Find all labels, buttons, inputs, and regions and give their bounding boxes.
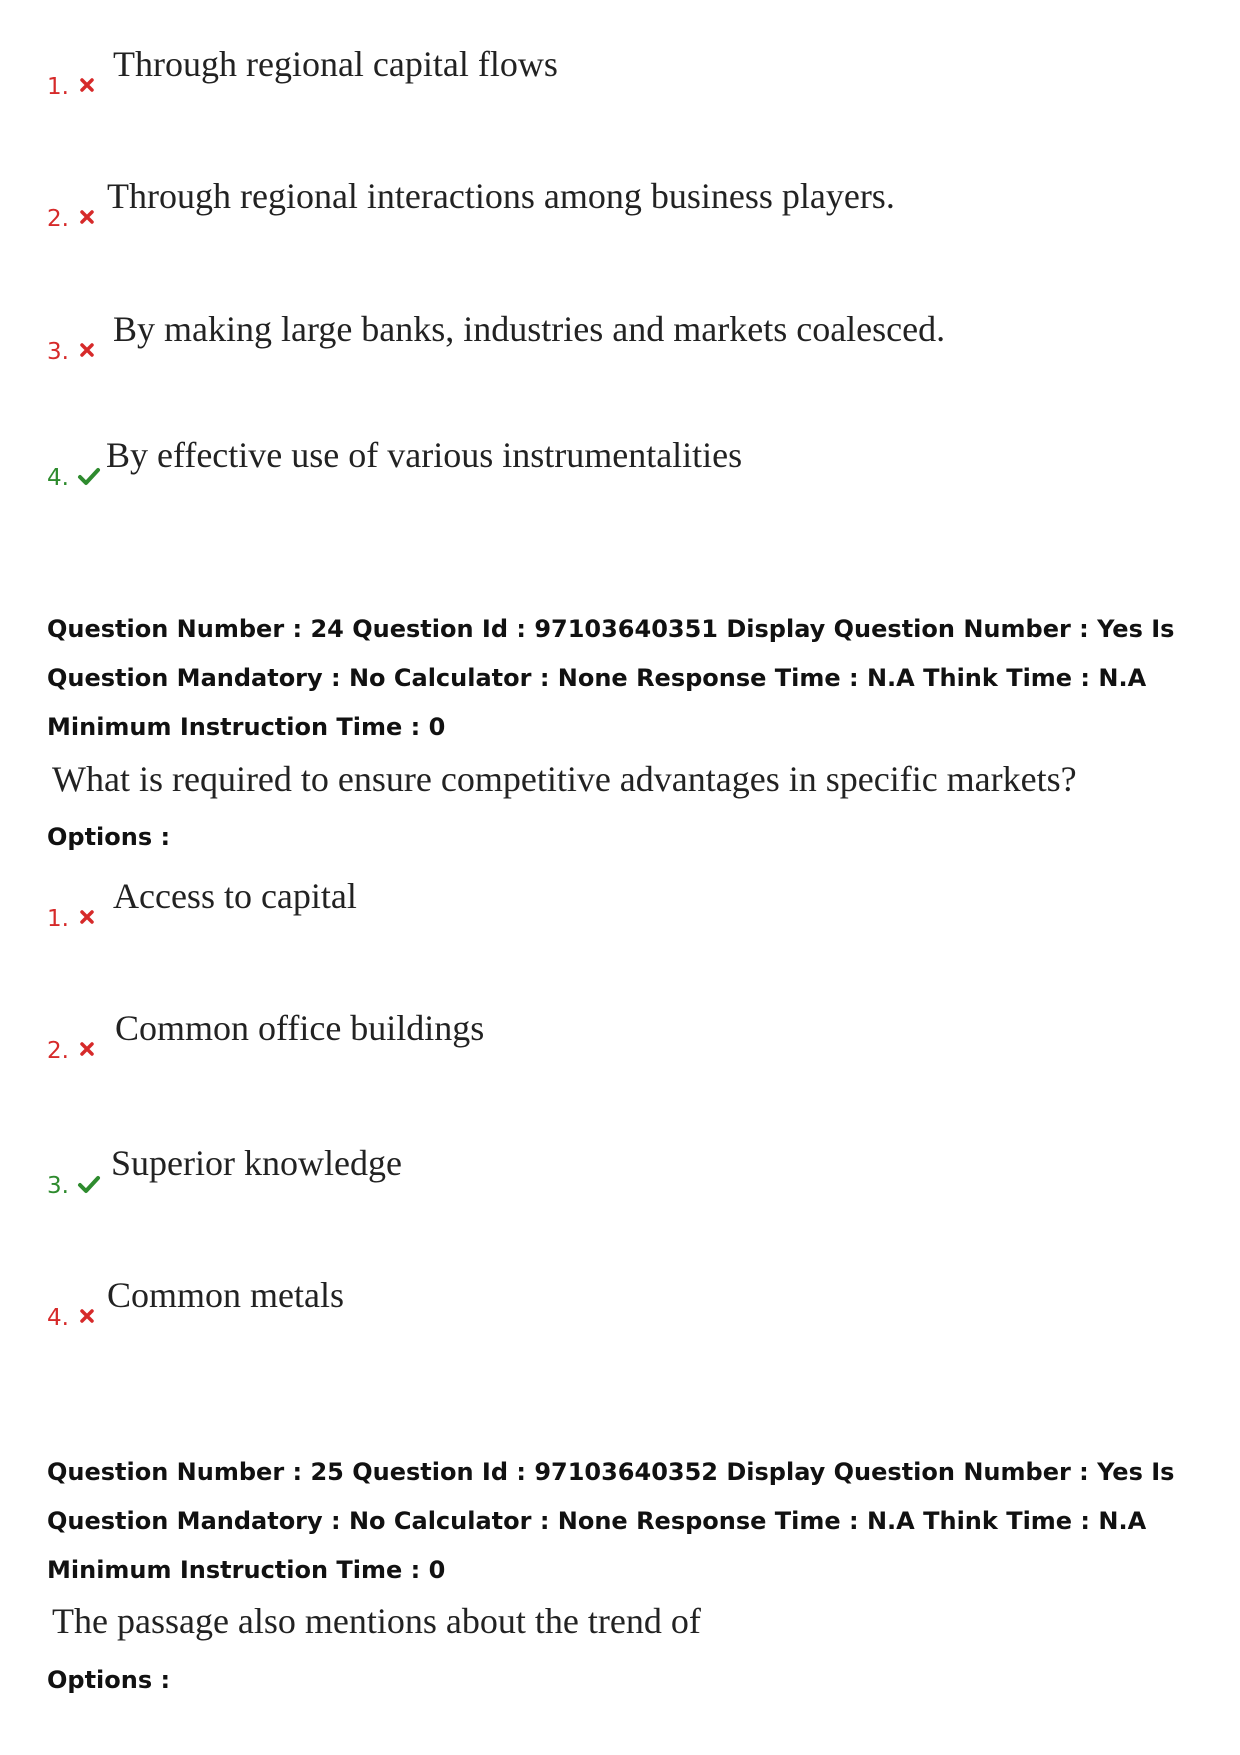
option-text: Common metals — [107, 1275, 344, 1315]
option-row — [47, 45, 1047, 105]
option-row — [47, 177, 1047, 237]
option-number: 3. — [47, 339, 69, 365]
question-meta: Question Number : 24 Question Id : 97103640351 Display Question Number : Yes Is Question Mandatory : No Calculator : None Response Time : N.A Think Time : N.A Minimum Instruction Time : 0 — [47, 615, 1175, 741]
check-icon — [77, 466, 101, 486]
option-row — [47, 436, 1047, 496]
options-label: Options : — [47, 1666, 171, 1694]
cross-icon — [77, 907, 97, 927]
option-number: 4. — [47, 1305, 69, 1331]
option-text: Through regional interactions among business players. — [107, 176, 895, 216]
question-text: The passage also mentions about the trend of — [52, 1601, 701, 1641]
option-text: By effective use of various instrumentalities — [106, 435, 743, 475]
option-text: Through regional capital flows — [113, 44, 558, 84]
option-row — [47, 310, 1047, 370]
option-text: Superior knowledge — [111, 1143, 402, 1183]
option-row — [47, 877, 1047, 937]
check-icon — [77, 1174, 101, 1194]
option-number: 1. — [47, 906, 69, 932]
option-number: 2. — [47, 206, 69, 232]
option-number: 3. — [47, 1173, 69, 1199]
cross-icon — [77, 1306, 97, 1326]
option-row — [47, 1276, 1047, 1336]
cross-icon — [77, 1039, 97, 1059]
question-meta: Question Number : 25 Question Id : 97103640352 Display Question Number : Yes Is Question Mandatory : No Calculator : None Response Time : N.A Think Time : N.A Minimum Instruction Time : 0 — [47, 1458, 1175, 1584]
option-row — [47, 1009, 1047, 1069]
option-number: 1. — [47, 74, 69, 100]
options-label: Options : — [47, 823, 171, 851]
option-number: 2. — [47, 1038, 69, 1064]
option-text: Access to capital — [113, 876, 357, 916]
option-text: Common office buildings — [115, 1008, 485, 1048]
question-text: What is required to ensure competitive advantages in specific markets? — [52, 759, 1077, 799]
option-row — [47, 1144, 1047, 1204]
option-number: 4. — [47, 465, 69, 491]
cross-icon — [77, 207, 97, 227]
cross-icon — [77, 340, 97, 360]
option-text: By making large banks, industries and markets coalesced. — [113, 309, 946, 349]
cross-icon — [77, 75, 97, 95]
